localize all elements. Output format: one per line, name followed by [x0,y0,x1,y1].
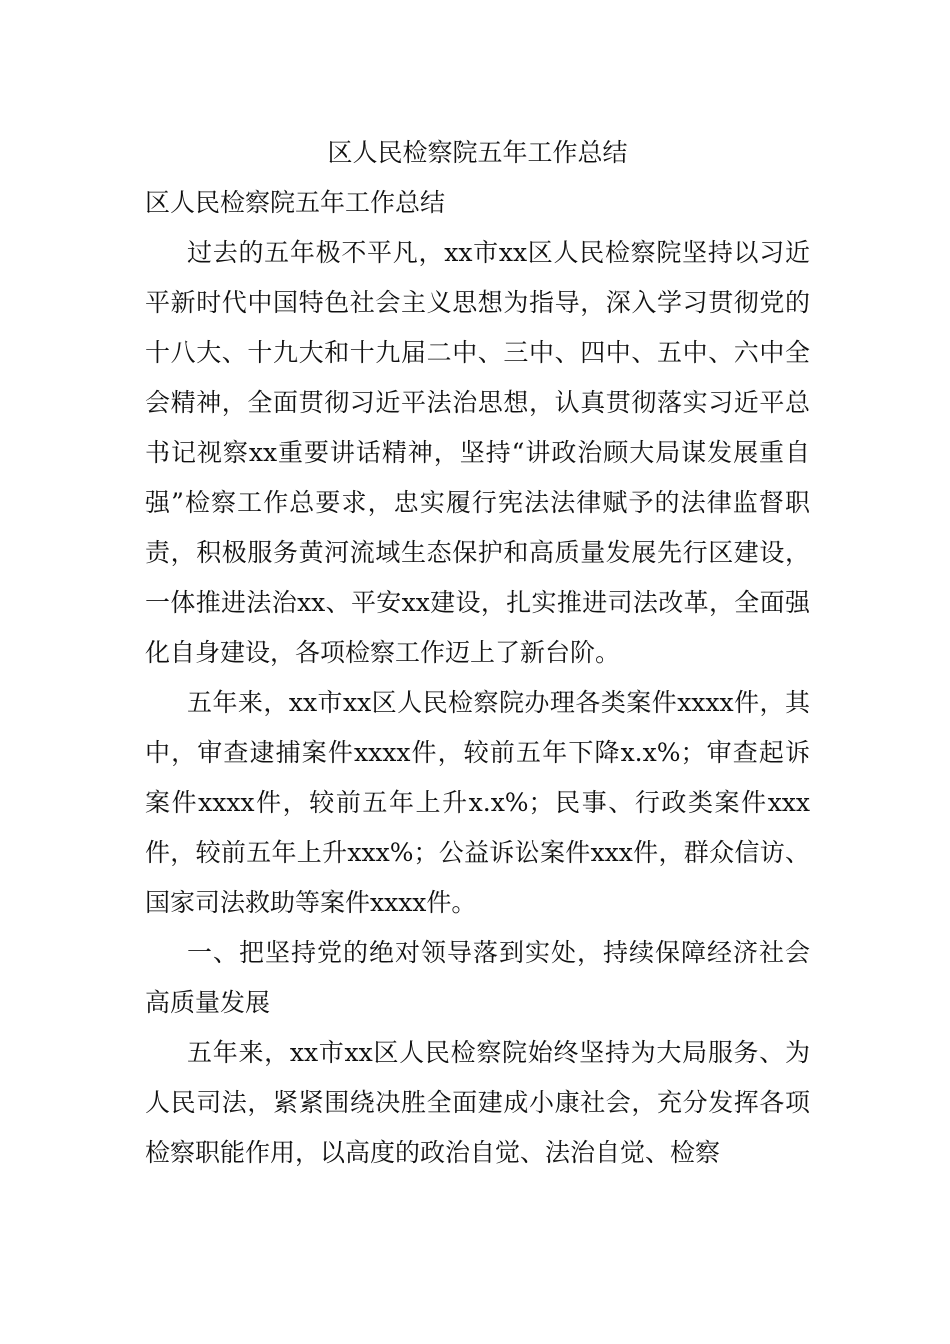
document-body [145,128,810,1178]
section-heading-one: 一、把坚持党的绝对领导落到实处，持续保障经济社会高质量发展 [145,938,810,1017]
paragraph-case-statistics: 五年来，xx市xx区人民检察院办理各类案件xxxx件，其中，审查逮捕案件xxxx件，较前五年下降x.x%；审查起诉案件xxxx件，较前五年上升x.x%；民事、行政类案件xxx件，较前五年上升xxx%；公益诉讼案件xxx件，群众信访、国家司法救助等案件xxxx件。 [145,688,810,917]
document-title: 区人民检察院五年工作总结 [327,138,628,167]
document-subtitle: 区人民检察院五年工作总结 [145,188,446,217]
paragraph-section-one: 五年来，xx市xx区人民检察院始终坚持为大局服务、为人民司法，紧紧围绕决胜全面建成小康社会，充分发挥各项检察职能作用，以高度的政治自觉、法治自觉、检察 [145,1038,810,1167]
paragraph-intro: 过去的五年极不平凡，xx市xx区人民检察院坚持以习近平新时代中国特色社会主义思想为指导，深入学习贯彻党的十八大、十九大和十九届二中、三中、四中、五中、六中全会精神，全面贯彻习近平法治思想，认真贯彻落实习近平总书记视察xx重要讲话精神，坚持“讲政治顾大局谋发展重自强”检察工作总要求，忠实履行宪法法律赋予的法律监督职责，积极服务黄河流域生态保护和高质量发展先行区建设，一体推进法治xx、平安xx建设，扎实推进司法改革，全面强化自身建设，各项检察工作迈上了新台阶。 [145,238,810,667]
